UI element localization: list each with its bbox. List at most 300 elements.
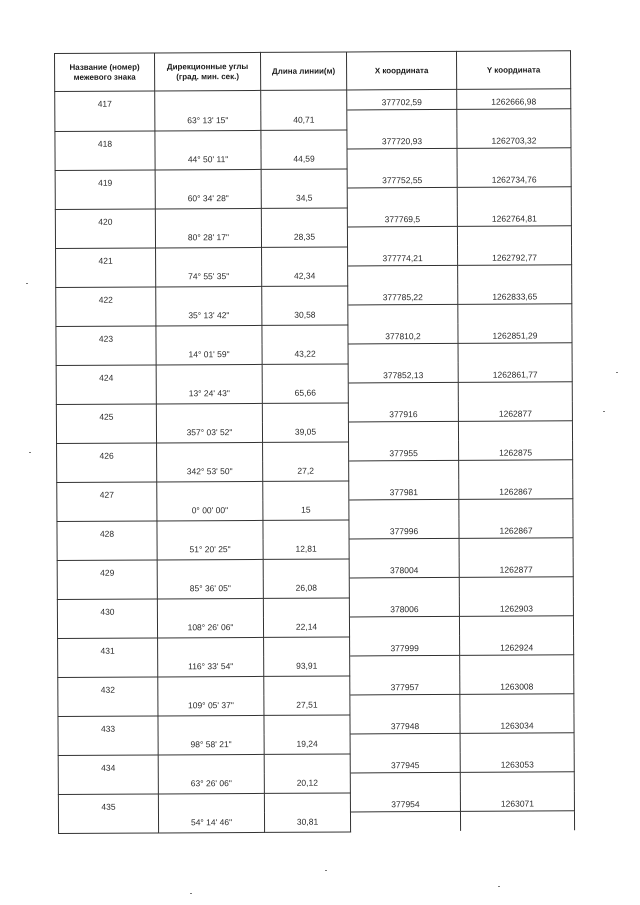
x-coordinate-cell — [349, 460, 459, 480]
x-coordinate-cell — [347, 129, 457, 149]
line-row — [55, 148, 571, 170]
boundary-survey-table — [54, 50, 575, 833]
direction-angle-value: 51° 20' 25" — [189, 543, 231, 554]
marker-name-cell — [56, 403, 156, 423]
line-length-value: 26,08 — [295, 582, 317, 593]
point-row — [58, 791, 574, 813]
x-coordinate-cell — [349, 538, 459, 558]
direction-angle-cell — [157, 559, 263, 579]
line-length-cell — [263, 480, 349, 500]
line-row — [57, 499, 573, 521]
y-coordinate-cell — [457, 89, 571, 110]
direction-angle-cell — [157, 500, 263, 520]
marker-name-cell — [55, 169, 155, 189]
x-coordinate-cell — [347, 148, 457, 168]
marker-name-cell — [57, 481, 157, 501]
header-row — [55, 51, 571, 92]
direction-angle-value: 54° 14' 46" — [190, 816, 233, 827]
y-coordinate-cell — [460, 811, 574, 831]
line-row — [57, 538, 573, 560]
y-coordinate-cell — [460, 635, 574, 655]
y-coordinate-value: 1262861,77 — [492, 369, 538, 380]
y-coordinate-cell — [459, 616, 573, 636]
direction-angle-value: 63° 26' 06" — [190, 777, 232, 788]
line-length-cell — [264, 812, 350, 832]
line-length-cell — [261, 168, 347, 188]
marker-name-value: 425 — [99, 411, 114, 422]
line-length-cell — [263, 558, 349, 578]
y-coordinate-cell — [458, 343, 572, 363]
direction-angle-cell — [156, 266, 262, 286]
marker-name-cell — [56, 384, 156, 404]
x-coordinate-cell — [349, 519, 459, 539]
direction-angle-cell — [155, 90, 261, 111]
line-length-cell — [263, 539, 349, 559]
marker-name-value: 420 — [98, 216, 113, 227]
marker-name-cell — [57, 579, 157, 599]
scan-speck — [29, 452, 31, 453]
direction-angle-cell — [158, 656, 264, 676]
point-row — [55, 89, 571, 112]
y-coordinate-cell — [458, 421, 572, 441]
line-row — [58, 655, 574, 677]
line-row — [57, 460, 573, 482]
line-length-cell — [264, 636, 350, 656]
line-length-value: 30,58 — [294, 309, 316, 320]
x-coordinate-cell — [347, 109, 457, 129]
x-coordinate-cell — [348, 265, 458, 285]
marker-name-value: 431 — [100, 645, 115, 656]
x-coordinate-cell — [348, 382, 458, 402]
header-marker-name: Название (номер) межевого знака — [55, 53, 155, 92]
point-row — [56, 284, 572, 306]
marker-name-cell — [57, 540, 157, 560]
marker-name-cell — [55, 150, 155, 170]
marker-name-cell — [57, 501, 157, 521]
marker-name-value: 418 — [97, 138, 113, 149]
y-coordinate-cell — [460, 752, 574, 772]
direction-angle-cell — [156, 247, 262, 267]
line-length-cell — [263, 578, 349, 598]
x-coordinate-value: 377981 — [389, 487, 419, 498]
line-row — [56, 382, 572, 404]
y-coordinate-value: 1262877 — [498, 408, 532, 419]
x-coordinate-cell — [348, 421, 458, 441]
line-length-cell — [264, 695, 350, 715]
line-row — [55, 226, 571, 248]
direction-angle-cell — [157, 461, 263, 481]
direction-angle-cell — [156, 364, 262, 384]
y-coordinate-value: 1262703,32 — [491, 135, 537, 146]
y-coordinate-cell — [458, 401, 572, 421]
direction-angle-cell — [157, 617, 263, 637]
line-row — [55, 109, 571, 131]
marker-name-cell — [55, 208, 155, 228]
marker-name-value: 427 — [99, 489, 114, 500]
x-coordinate-cell — [347, 89, 457, 110]
y-coordinate-value: 1262875 — [499, 447, 533, 458]
line-length-cell — [261, 129, 347, 149]
marker-name-cell — [58, 774, 158, 794]
line-length-cell — [263, 617, 349, 637]
direction-angle-cell — [158, 715, 264, 735]
x-coordinate-cell — [349, 597, 459, 617]
x-coordinate-cell — [348, 363, 458, 383]
line-length-value: 30,81 — [296, 816, 319, 827]
line-length-cell — [264, 714, 350, 734]
line-length-value: 15 — [301, 504, 311, 515]
line-length-cell — [262, 363, 348, 383]
y-coordinate-cell — [458, 382, 572, 402]
x-coordinate-cell — [349, 480, 459, 500]
marker-name-cell — [57, 520, 157, 540]
direction-angle-cell — [155, 188, 261, 208]
header-y-coordinate: Y координата — [456, 51, 570, 90]
x-coordinate-cell — [350, 694, 460, 714]
line-length-value: 20,12 — [296, 777, 318, 788]
x-coordinate-value: 377996 — [389, 526, 419, 537]
y-coordinate-cell — [460, 674, 574, 694]
direction-angle-cell — [157, 481, 263, 501]
line-row — [58, 733, 574, 755]
line-length-cell — [262, 305, 348, 325]
marker-name-cell — [58, 715, 158, 735]
marker-name-cell — [56, 286, 156, 306]
direction-angle-cell — [155, 227, 261, 247]
direction-angle-cell — [157, 539, 263, 559]
x-coordinate-cell — [349, 499, 459, 519]
y-coordinate-cell — [460, 655, 574, 675]
marker-name-cell — [58, 754, 158, 774]
direction-angle-cell — [156, 344, 262, 364]
marker-name-cell — [57, 598, 157, 618]
point-row — [56, 362, 572, 384]
x-coordinate-value: 377954 — [391, 799, 420, 810]
y-coordinate-cell — [458, 245, 572, 265]
x-coordinate-value: 377720,93 — [381, 136, 423, 147]
direction-angle-cell — [157, 442, 263, 462]
direction-angle-cell — [156, 325, 262, 345]
y-coordinate-cell — [459, 440, 573, 460]
scan-speck — [190, 893, 192, 894]
line-length-cell — [261, 188, 347, 208]
direction-angle-value: 342° 53' 50" — [186, 465, 233, 476]
point-row — [56, 245, 572, 267]
y-coordinate-cell — [457, 187, 571, 207]
marker-name-cell — [57, 442, 157, 462]
header-direction-angle: Дирекционные углы (град. мин. сек.) — [155, 52, 261, 91]
point-row — [55, 167, 571, 189]
direction-angle-value: 60° 34' 28" — [187, 192, 229, 203]
y-coordinate-cell — [457, 167, 571, 187]
direction-angle-cell — [155, 149, 261, 169]
scanned-page — [54, 50, 574, 833]
line-length-cell — [261, 90, 347, 110]
line-row — [56, 265, 572, 287]
marker-name-cell — [58, 676, 158, 696]
x-coordinate-cell — [349, 441, 459, 461]
y-coordinate-value: 1262764,81 — [491, 213, 537, 224]
marker-name-value: 430 — [100, 606, 115, 617]
point-row — [55, 206, 571, 228]
line-length-cell — [263, 519, 349, 539]
marker-name-cell — [55, 91, 155, 112]
direction-angle-cell — [158, 734, 264, 754]
x-coordinate-cell — [348, 343, 458, 363]
marker-name-value: 419 — [98, 177, 113, 188]
x-coordinate-value: 377945 — [391, 760, 420, 771]
point-row — [57, 479, 573, 501]
line-length-cell — [262, 266, 348, 286]
line-row — [56, 304, 572, 326]
y-coordinate-value: 1263053 — [500, 759, 534, 770]
y-coordinate-cell — [460, 791, 574, 811]
x-coordinate-cell — [347, 226, 457, 246]
x-coordinate-value: 377752,55 — [382, 175, 423, 186]
marker-name-cell — [56, 364, 156, 384]
direction-angle-cell — [158, 676, 264, 696]
line-row — [58, 694, 574, 716]
line-row — [56, 343, 572, 365]
marker-name-cell — [58, 793, 158, 813]
line-row — [58, 772, 574, 794]
x-coordinate-cell — [348, 402, 458, 422]
direction-angle-value: 63° 13' 15" — [187, 114, 229, 125]
line-length-cell — [264, 773, 350, 793]
line-length-value: 22,14 — [295, 621, 318, 632]
line-length-cell — [264, 675, 350, 695]
line-length-cell — [264, 734, 350, 754]
line-length-value: 28,35 — [293, 231, 316, 242]
x-coordinate-cell — [350, 792, 460, 812]
y-coordinate-cell — [459, 596, 573, 616]
x-coordinate-cell — [349, 558, 459, 578]
y-coordinate-cell — [459, 479, 573, 499]
y-coordinate-cell — [459, 518, 573, 538]
line-length-value: 40,71 — [293, 114, 315, 125]
direction-angle-cell — [156, 383, 262, 403]
x-coordinate-cell — [349, 577, 459, 597]
marker-name-value: 424 — [99, 372, 114, 383]
x-coordinate-cell — [350, 655, 460, 675]
y-coordinate-cell — [460, 772, 574, 792]
y-coordinate-cell — [457, 226, 571, 246]
y-coordinate-cell — [460, 694, 574, 714]
x-coordinate-cell — [348, 285, 458, 305]
point-row — [58, 674, 574, 696]
y-coordinate-value: 1262666,98 — [491, 96, 537, 107]
x-coordinate-cell — [347, 187, 457, 207]
y-coordinate-value: 1263034 — [500, 720, 534, 731]
point-row — [56, 323, 572, 345]
marker-name-cell — [58, 657, 158, 677]
line-length-cell — [261, 149, 347, 169]
y-coordinate-value: 1262851,29 — [492, 330, 538, 341]
marker-name-cell — [56, 247, 156, 267]
direction-angle-value: 14° 01' 59" — [188, 348, 230, 359]
direction-angle-cell — [158, 637, 264, 657]
y-coordinate-cell — [458, 362, 572, 382]
y-coordinate-cell — [460, 713, 574, 733]
marker-name-value: 428 — [99, 528, 115, 539]
line-length-value: 34,5 — [295, 192, 313, 203]
y-coordinate-cell — [458, 304, 572, 324]
x-coordinate-value: 377852,13 — [383, 370, 424, 381]
y-coordinate-value: 1263071 — [500, 798, 535, 809]
direction-angle-cell — [158, 754, 264, 774]
marker-name-value: 429 — [100, 567, 115, 578]
point-row — [57, 596, 573, 618]
marker-name-cell — [58, 813, 158, 833]
marker-name-value: 434 — [101, 762, 116, 773]
direction-angle-value: 35° 13' 42" — [188, 309, 230, 320]
direction-angle-value: 13° 24' 43" — [188, 387, 230, 398]
marker-name-value: 421 — [98, 255, 113, 266]
point-row — [57, 557, 573, 579]
direction-angle-value: 357° 03' 52" — [186, 426, 233, 437]
y-coordinate-cell — [459, 557, 573, 577]
x-coordinate-value: 377785,22 — [382, 292, 423, 303]
x-coordinate-value: 377999 — [390, 643, 419, 654]
point-row — [58, 635, 574, 657]
line-length-cell — [264, 753, 350, 773]
marker-name-value: 432 — [100, 684, 115, 695]
x-coordinate-cell — [350, 636, 460, 656]
marker-name-cell — [58, 696, 158, 716]
y-coordinate-cell — [459, 460, 573, 480]
direction-angle-value: 109° 05' 37" — [187, 699, 234, 710]
direction-angle-value: 98° 58' 21" — [190, 738, 232, 749]
direction-angle-cell — [157, 578, 263, 598]
line-row — [57, 616, 573, 638]
line-length-cell — [262, 324, 348, 344]
y-coordinate-value: 1263008 — [500, 681, 534, 692]
x-coordinate-cell — [348, 324, 458, 344]
direction-angle-cell — [155, 208, 261, 228]
line-length-cell — [263, 597, 349, 617]
y-coordinate-value: 1262877 — [499, 564, 533, 575]
line-length-value: 42,34 — [294, 270, 316, 281]
x-coordinate-cell — [350, 811, 460, 831]
y-coordinate-cell — [458, 284, 572, 304]
y-coordinate-value: 1262734,76 — [491, 174, 537, 185]
x-coordinate-cell — [347, 168, 457, 188]
point-row — [57, 440, 573, 462]
direction-angle-cell — [156, 286, 262, 306]
x-coordinate-cell — [348, 246, 458, 266]
marker-name-cell — [56, 345, 156, 365]
marker-name-cell — [57, 618, 157, 638]
y-coordinate-value: 1262903 — [499, 603, 533, 614]
direction-angle-value: 0° 00' 00" — [191, 504, 229, 515]
line-length-cell — [262, 422, 348, 442]
marker-name-cell — [56, 267, 156, 287]
y-coordinate-cell — [459, 577, 573, 597]
line-length-cell — [263, 461, 349, 481]
line-length-value: 27,51 — [296, 699, 318, 710]
marker-name-cell — [55, 111, 155, 131]
table-body — [55, 89, 575, 833]
line-length-cell — [262, 285, 348, 305]
y-coordinate-value: 1262792,77 — [492, 252, 538, 263]
direction-angle-value: 80° 28' 17" — [187, 231, 230, 242]
x-coordinate-cell — [350, 675, 460, 695]
marker-name-cell — [56, 325, 156, 345]
point-row — [58, 752, 574, 774]
direction-angle-cell — [157, 520, 263, 540]
line-length-value: 19,24 — [296, 738, 318, 749]
point-row — [58, 713, 574, 735]
x-coordinate-cell — [349, 616, 459, 636]
x-coordinate-cell — [350, 772, 460, 792]
line-length-value: 39,05 — [294, 426, 317, 437]
direction-angle-cell — [155, 169, 261, 189]
direction-angle-cell — [157, 598, 263, 618]
x-coordinate-cell — [347, 207, 457, 227]
direction-angle-value: 74° 55' 35" — [188, 270, 230, 281]
line-length-cell — [262, 246, 348, 266]
x-coordinate-value: 378006 — [390, 604, 419, 615]
direction-angle-cell — [156, 305, 262, 325]
point-row — [57, 518, 573, 540]
y-coordinate-cell — [460, 733, 574, 753]
direction-angle-cell — [158, 695, 264, 715]
point-row — [55, 128, 571, 150]
marker-name-cell — [58, 637, 158, 657]
direction-angle-value: 85° 36' 05" — [189, 582, 231, 593]
line-length-cell — [264, 792, 350, 812]
x-coordinate-value: 377957 — [390, 682, 420, 693]
scan-speck — [26, 283, 28, 284]
line-length-value: 44,59 — [293, 153, 315, 164]
direction-angle-value: 44° 50' 11" — [187, 153, 229, 164]
marker-name-cell — [55, 189, 155, 209]
y-coordinate-cell — [459, 538, 573, 558]
line-row — [57, 577, 573, 599]
line-row — [55, 187, 571, 209]
direction-angle-cell — [155, 110, 261, 130]
scan-speck — [325, 870, 327, 871]
marker-name-cell — [57, 462, 157, 482]
marker-name-value: 417 — [97, 98, 112, 110]
direction-angle-cell — [158, 793, 264, 813]
marker-name-cell — [55, 228, 155, 248]
header-line-length: Длина линии(м) — [260, 52, 346, 90]
marker-name-value: 435 — [101, 801, 116, 812]
direction-angle-cell — [155, 130, 261, 150]
line-length-cell — [261, 207, 347, 227]
marker-name-value: 433 — [100, 723, 116, 734]
y-coordinate-cell — [457, 206, 571, 226]
x-coordinate-value: 377948 — [390, 721, 420, 732]
line-length-cell — [264, 656, 350, 676]
y-coordinate-cell — [458, 265, 572, 285]
line-length-value: 27,2 — [297, 465, 314, 476]
line-length-cell — [263, 500, 349, 520]
marker-name-value: 423 — [98, 333, 114, 344]
line-length-value: 43,22 — [294, 348, 316, 359]
scan-speck — [616, 372, 618, 373]
y-coordinate-cell — [457, 148, 571, 168]
line-length-cell — [262, 344, 348, 364]
line-row — [56, 421, 572, 443]
direction-angle-cell — [156, 403, 262, 423]
line-length-cell — [262, 383, 348, 403]
x-coordinate-cell — [350, 753, 460, 773]
line-length-cell — [261, 110, 347, 130]
x-coordinate-value: 377955 — [389, 448, 418, 459]
line-length-cell — [263, 441, 349, 461]
